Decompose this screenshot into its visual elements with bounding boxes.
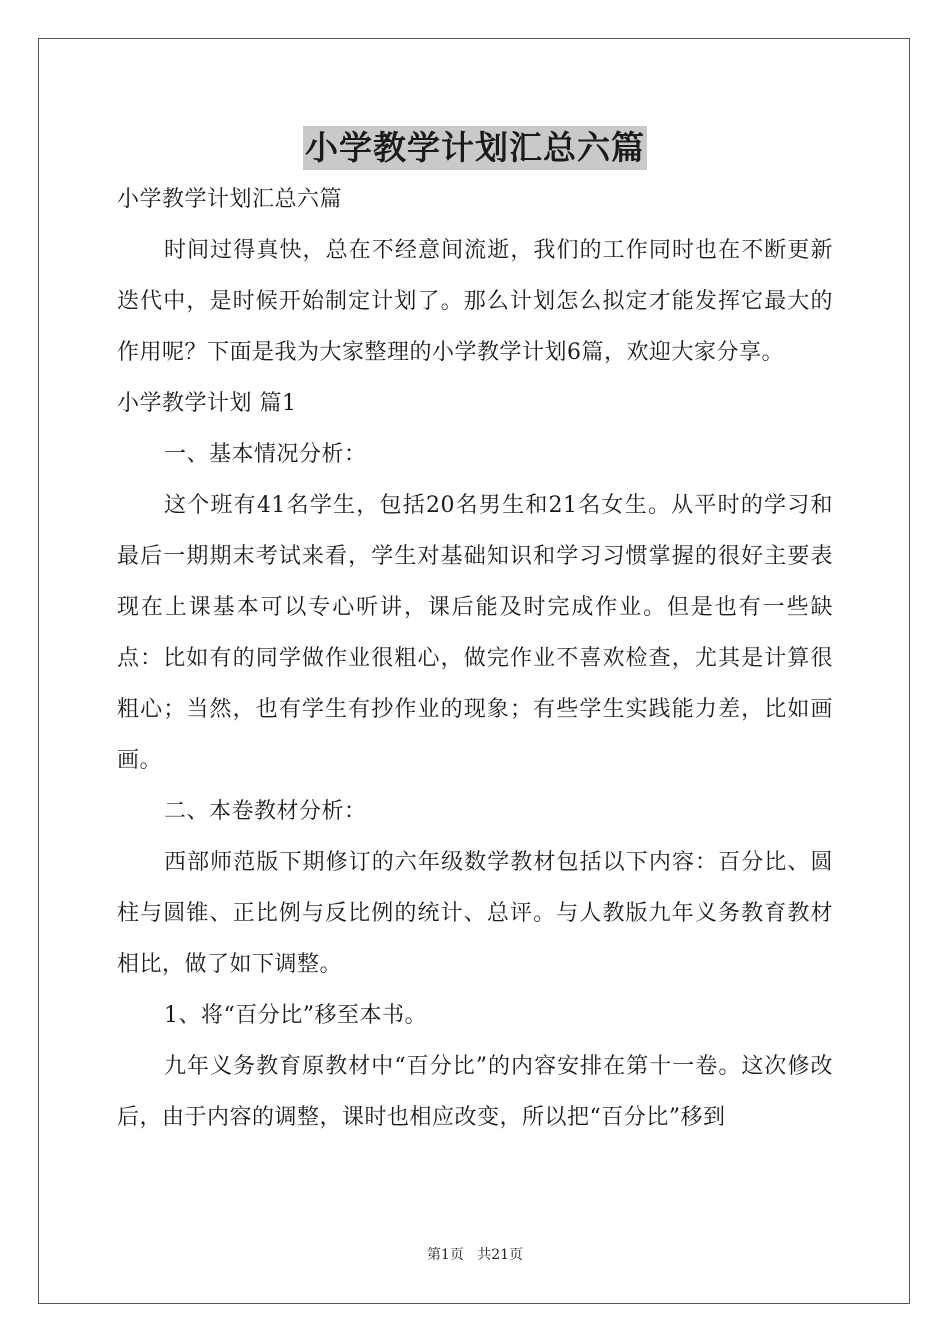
document-title: 小学教学计划汇总六篇 (303, 126, 647, 170)
document-body (117, 174, 833, 1143)
list-item: 1、将“百分比”移至本书。 (164, 1003, 427, 1028)
title-container (0, 126, 950, 170)
section-heading: 小学教学计划 篇1 (117, 391, 297, 416)
paragraph: 这个班有41名学生，包括20名男生和21名女生。从平时的学习和最后一期期末考试来看，学生对基础知识和学习习惯掌握的很好主要表现在上课基本可以专心听讲，课后能及时完成作业。但是也有一些缺点：比如有的同学做作业很粗心，做完作业不喜欢检查，尤其是计算很粗心；当然，也有学生有抄作业的现象；有些学生实践能力差，比如画画。 (117, 493, 833, 773)
page-footer (0, 1245, 950, 1265)
paragraph: 时间过得真快，总在不经意间流逝，我们的工作同时也在不断更新迭代中，是时候开始制定计划了。那么计划怎么拟定才能发挥它最大的作用呢？下面是我为大家整理的小学教学计划6篇，欢迎大家分享。 (117, 238, 833, 365)
page-total: 共21页 (477, 1247, 524, 1263)
page-number: 第1页 (426, 1247, 464, 1263)
paragraph: 西部师范版下期修订的六年级数学教材包括以下内容：百分比、圆柱与圆锥、正比例与反比例的统计、总评。与人教版九年义务教育教材相比，做了如下调整。 (117, 850, 833, 977)
subsection-heading: 一、基本情况分析： (164, 442, 367, 467)
paragraph: 小学教学计划汇总六篇 (117, 187, 343, 212)
paragraph: 九年义务教育原教材中“百分比”的内容安排在第十一卷。这次修改后，由于内容的调整，课时也相应改变，所以把“百分比”移到 (117, 1054, 833, 1130)
subsection-heading: 二、本卷教材分析： (164, 799, 367, 824)
